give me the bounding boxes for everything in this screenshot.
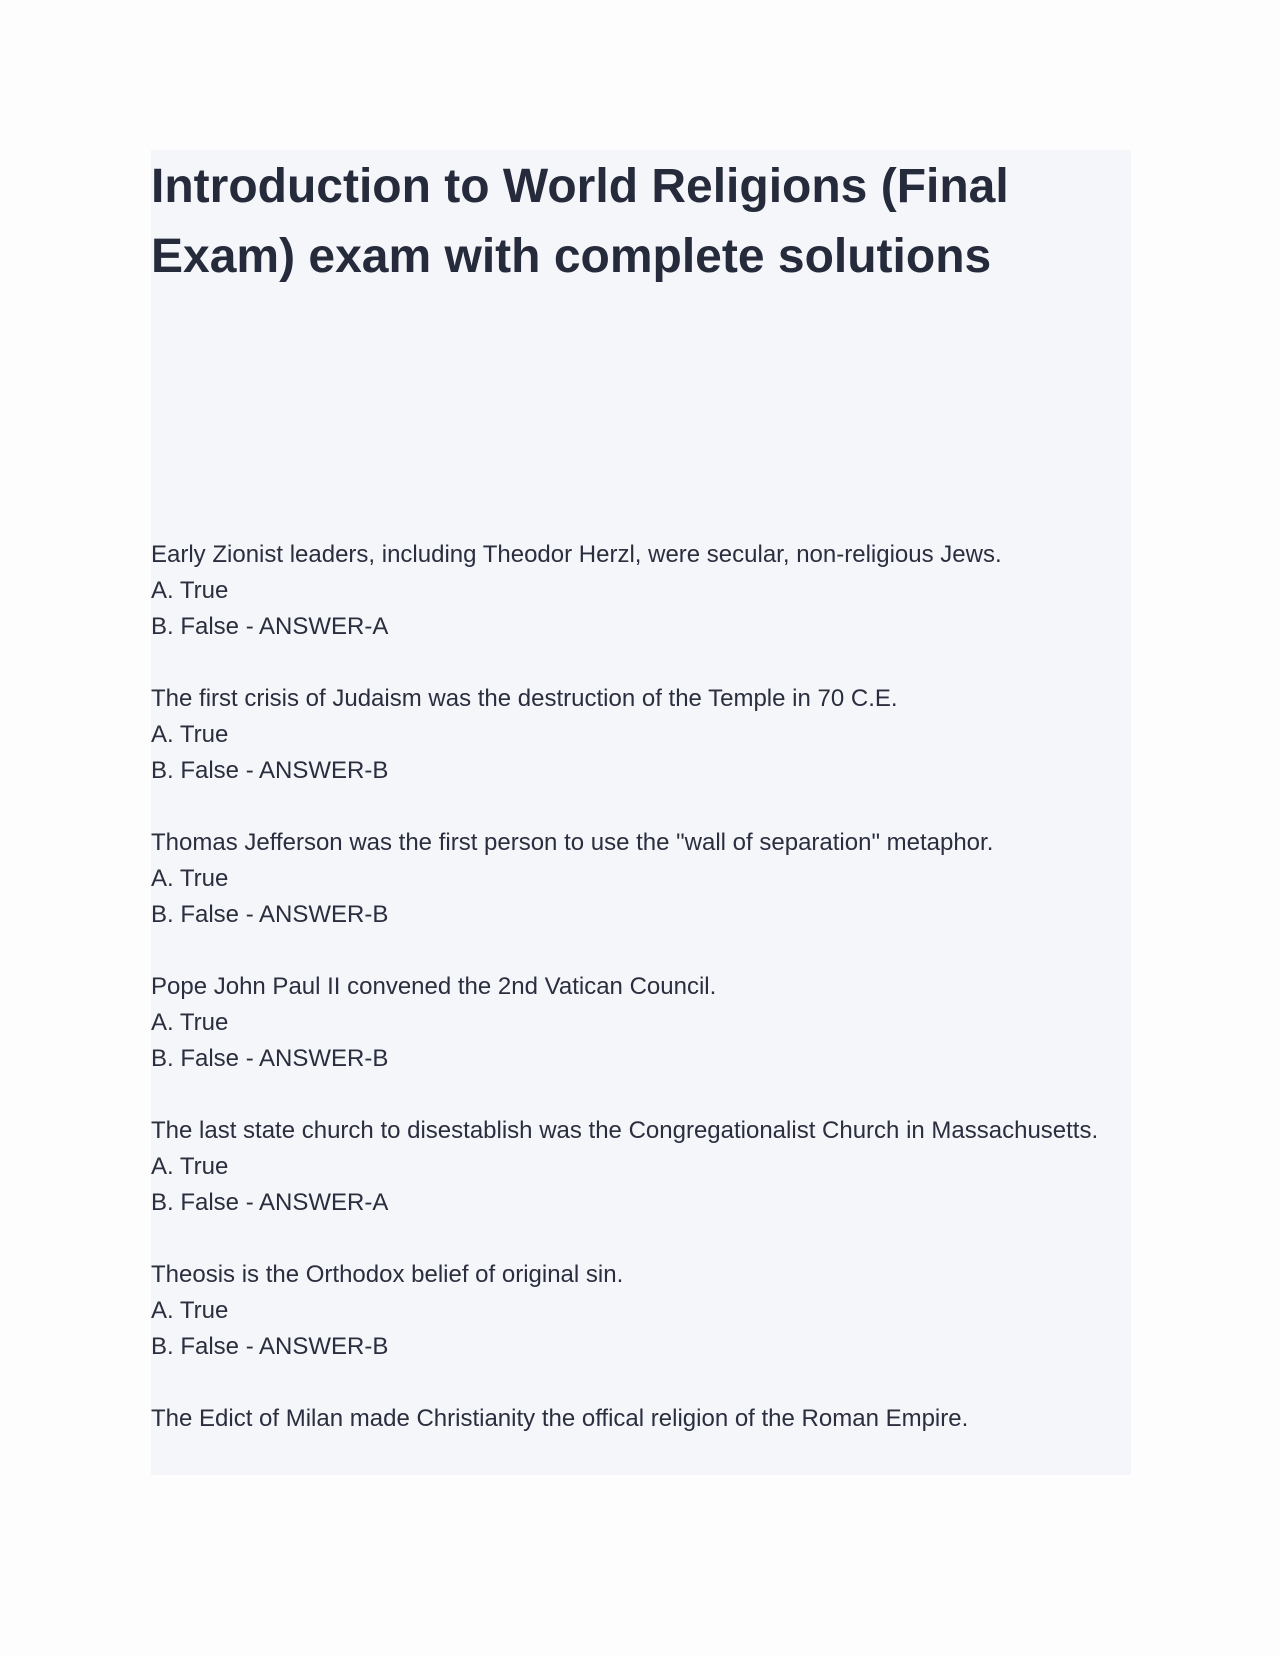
option-a: A. True [151, 1153, 229, 1180]
document-content [151, 150, 1131, 1475]
option-b-answer: B. False - ANSWER-A [151, 1189, 389, 1216]
question-text: Theosis is the Orthodox belief of original sin. [151, 1261, 624, 1288]
question-item [151, 1401, 1111, 1437]
question-text: The last state church to disestablish was the Congregationalist Church in Massachusetts. [151, 1117, 1099, 1144]
question-item [151, 825, 1111, 933]
question-text: Pope John Paul II convened the 2nd Vatican Council. [151, 973, 717, 1000]
option-b-answer: B. False - ANSWER-B [151, 1045, 389, 1072]
option-a: A. True [151, 721, 229, 748]
question-list [151, 537, 1111, 1473]
option-b-answer: B. False - ANSWER-B [151, 757, 389, 784]
option-a: A. True [151, 1009, 229, 1036]
question-text: The Edict of Milan made Christianity the offical religion of the Roman Empire. [151, 1405, 969, 1432]
question-item [151, 1257, 1111, 1365]
option-a: A. True [151, 577, 229, 604]
question-item [151, 1113, 1111, 1221]
option-b-answer: B. False - ANSWER-B [151, 1333, 389, 1360]
question-item [151, 681, 1111, 789]
option-a: A. True [151, 1297, 229, 1324]
option-a: A. True [151, 865, 229, 892]
document-title: Introduction to World Religions (Final Exam) exam with complete solutions [151, 160, 1009, 283]
option-b-answer: B. False - ANSWER-A [151, 613, 389, 640]
question-text: Early Zionist leaders, including Theodor Herzl, were secular, non-religious Jews. [151, 541, 1002, 568]
question-text: Thomas Jefferson was the first person to use the "wall of separation" metaphor. [151, 829, 994, 856]
question-item [151, 969, 1111, 1077]
question-text: The first crisis of Judaism was the destruction of the Temple in 70 C.E. [151, 685, 898, 712]
question-item [151, 537, 1111, 645]
option-b-answer: B. False - ANSWER-B [151, 901, 389, 928]
